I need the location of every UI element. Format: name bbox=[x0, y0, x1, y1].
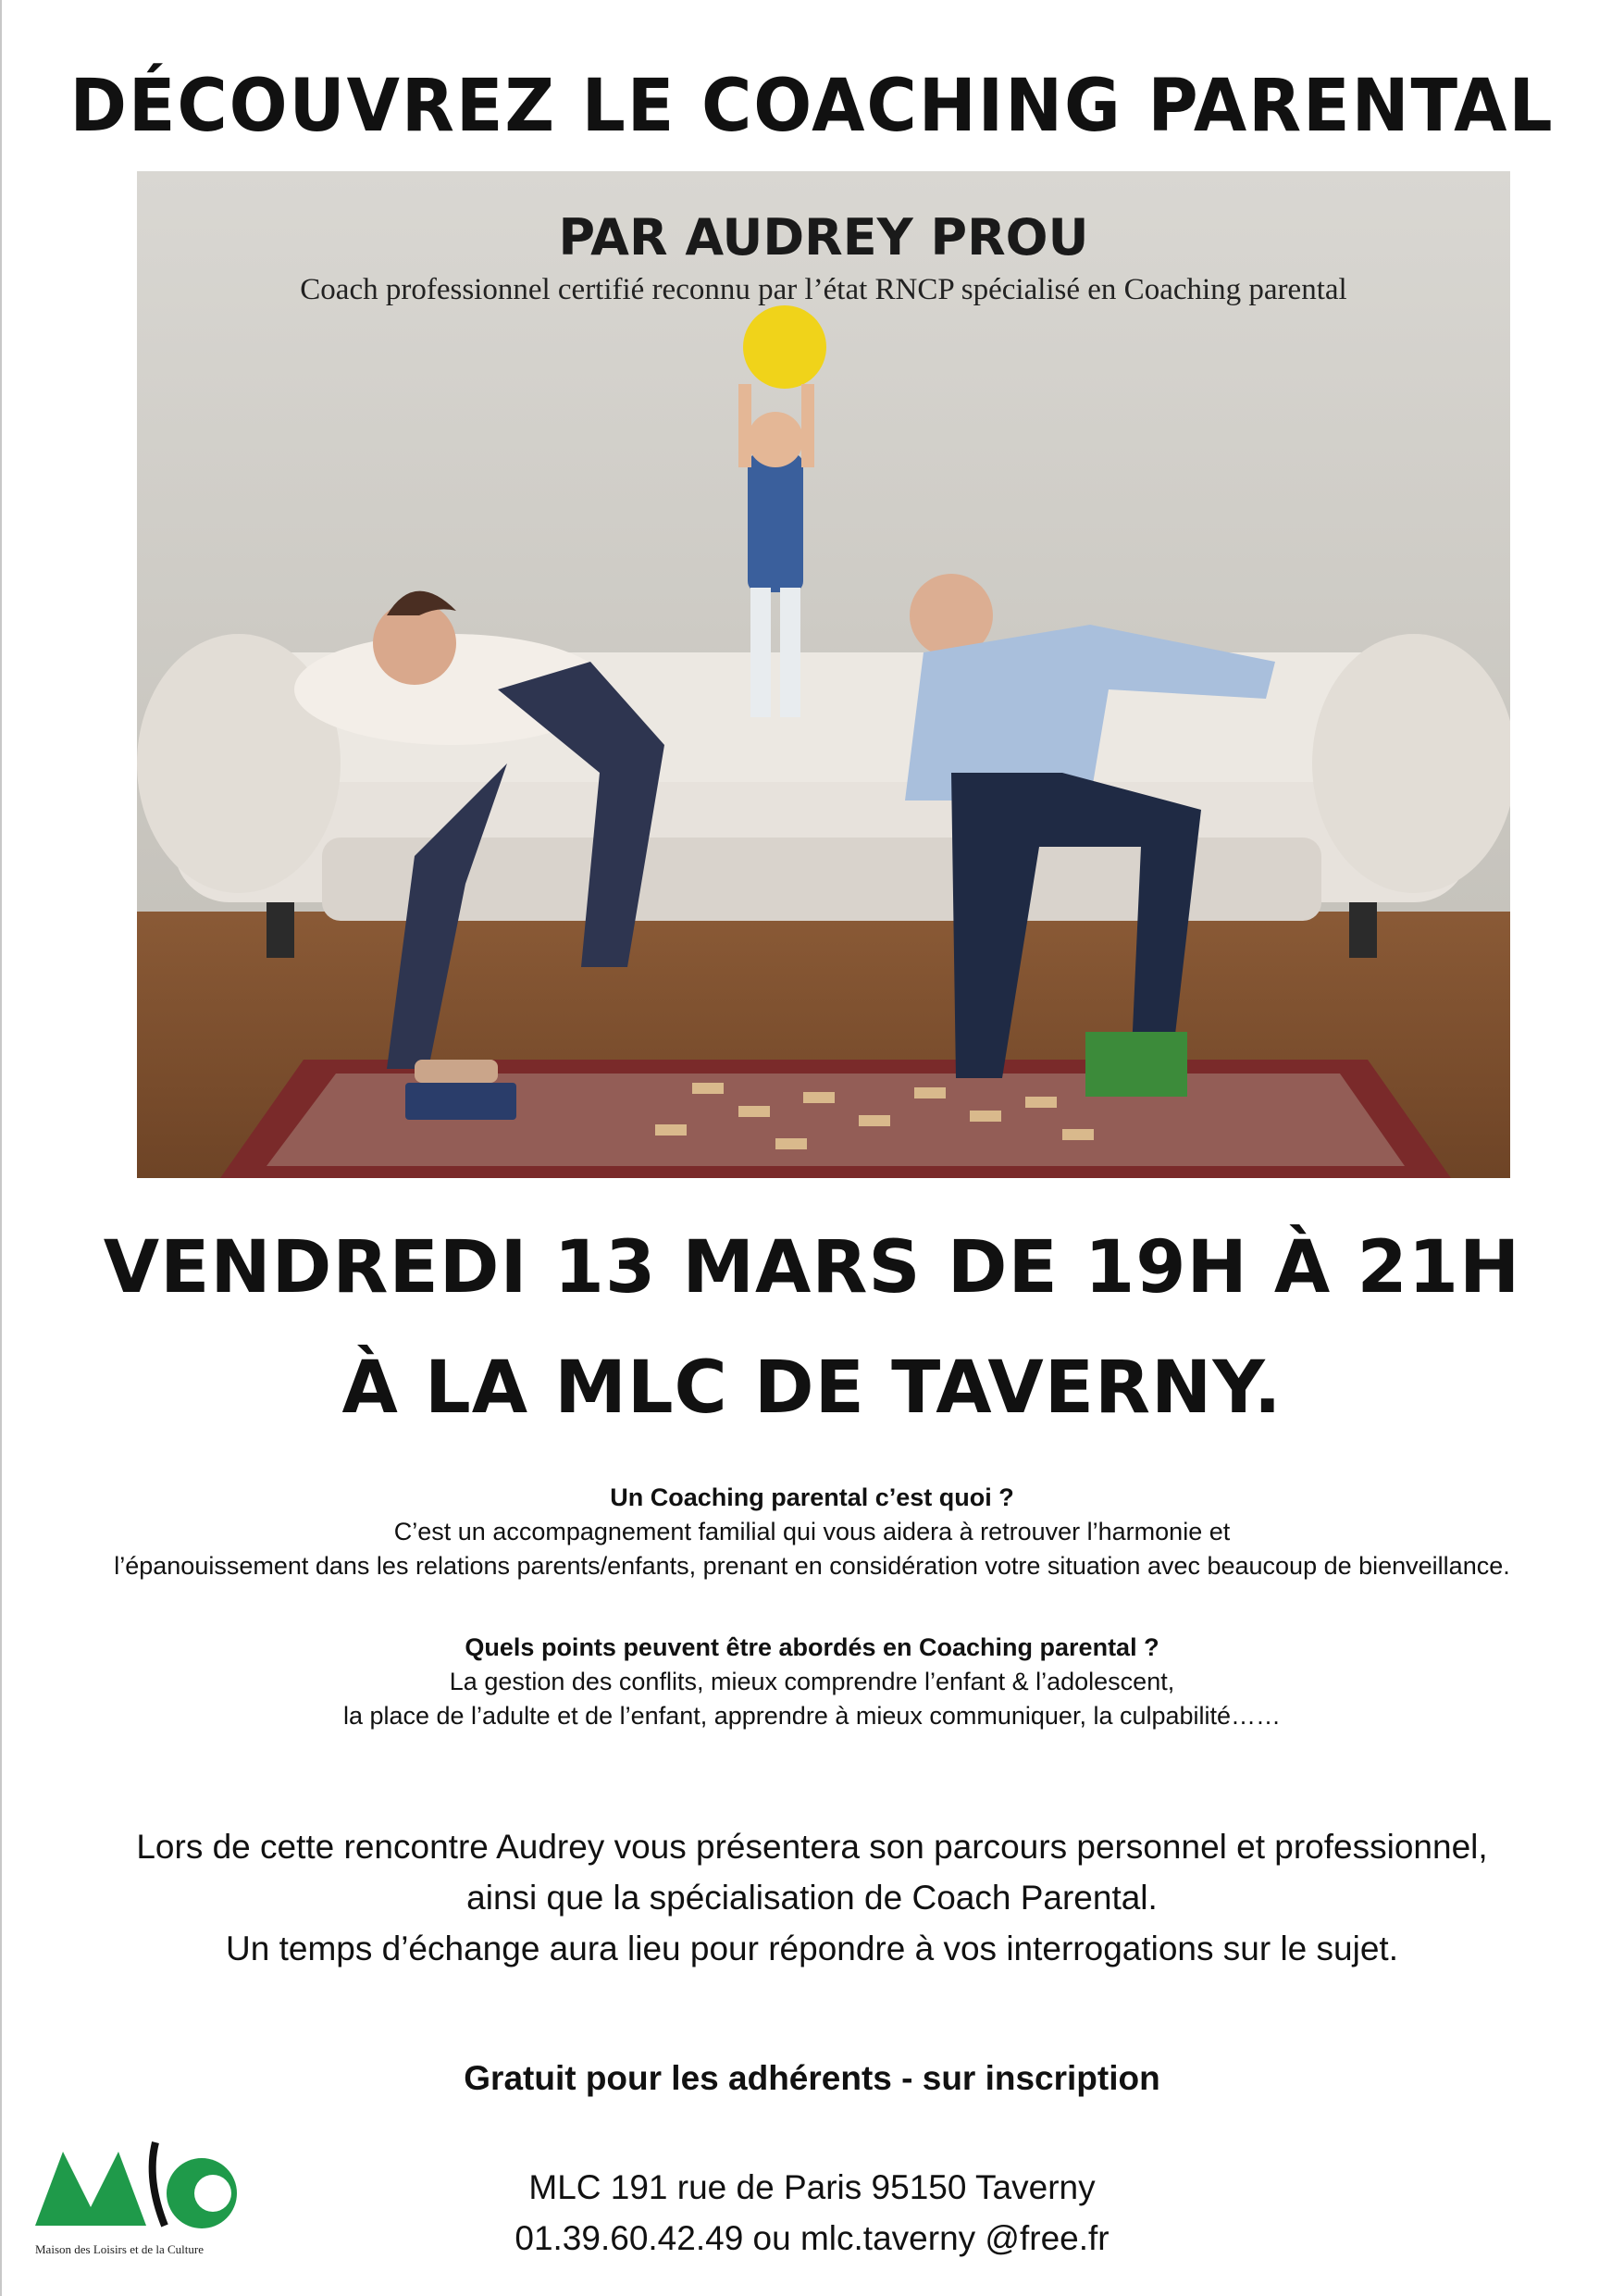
faq-question-1: Un Coaching parental c’est quoi ? bbox=[610, 1483, 1014, 1511]
faq-question-2: Quels points peuvent être abordés en Coaching parental ? bbox=[465, 1633, 1159, 1661]
faq-answer-1-line-2: l’épanouissement dans les relations parents/enfants, prenant en considération votre situation avec beaucoup de bienveillance. bbox=[114, 1552, 1510, 1580]
faq-answer-2-line-1: La gestion des conflits, mieux comprendre l’enfant & l’adolescent, bbox=[449, 1668, 1175, 1695]
faq-answer-1-line-1: C’est un accompagnement familial qui vous aidera à retrouver l’harmonie et bbox=[393, 1518, 1231, 1545]
description-line-3: Un temps d’échange aura lieu pour répondre à vos interrogations sur le sujet. bbox=[226, 1930, 1398, 1967]
family-sofa-photo bbox=[137, 171, 1510, 1178]
coach-name: PAR AUDREY PROU bbox=[558, 208, 1089, 267]
photo-illustration bbox=[137, 171, 1510, 1178]
description-line-1: Lors de cette rencontre Audrey vous présentera son parcours personnel et professionnel, bbox=[136, 1828, 1488, 1866]
mlc-logo bbox=[26, 2115, 257, 2263]
faq-answer-2-line-2: la place de l’adulte et de l’enfant, apprendre à mieux communiquer, la culpabilité…… bbox=[342, 1702, 1282, 1730]
event-location: À LA MLC DE TAVERNY. bbox=[341, 1347, 1283, 1430]
contact-address: MLC 191 rue de Paris 95150 Taverny bbox=[528, 2168, 1096, 2206]
price-note: Gratuit pour les adhérents - sur inscription bbox=[464, 2059, 1160, 2097]
logo-caption: Maison des Loisirs et de la Culture bbox=[35, 2242, 204, 2256]
contact-phone-email: 01.39.60.42.49 ou mlc.taverny @free.fr bbox=[514, 2219, 1110, 2257]
faq-block-1 bbox=[0, 1483, 1624, 1581]
event-date: VENDREDI 13 MARS DE 19H À 21H bbox=[103, 1226, 1521, 1309]
description-line-2: ainsi que la spécialisation de Coach Parental. bbox=[466, 1879, 1158, 1917]
page-title: DÉCOUVREZ LE COACHING PARENTAL bbox=[69, 65, 1555, 148]
coach-description: Coach professionnel certifié reconnu par l’état RNCP spécialisé en Coaching parental bbox=[300, 273, 1347, 306]
faq-block-2 bbox=[0, 1633, 1624, 1731]
